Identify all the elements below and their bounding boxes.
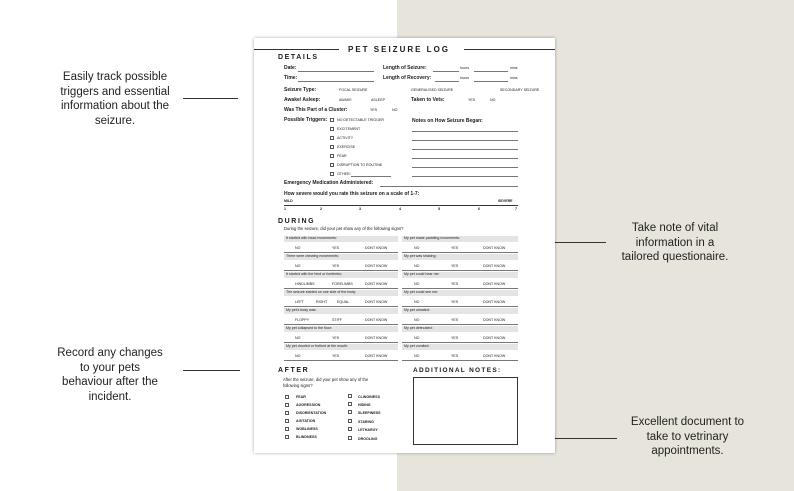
- after-option: WOBLINESS: [296, 427, 318, 431]
- callout-line: Excellent document to: [630, 416, 745, 428]
- cluster-yes-option[interactable]: YES: [370, 108, 378, 112]
- answer-option[interactable]: DONT KNOW: [483, 282, 506, 286]
- additional-notes-heading: ADDITIONAL NOTES:: [413, 367, 502, 374]
- during-question: There were chewing movements:: [286, 254, 339, 258]
- answer-option[interactable]: NO: [414, 282, 420, 286]
- severity-severe: SEVERE: [498, 199, 513, 203]
- after-checkbox[interactable]: [348, 427, 352, 431]
- callout-line: seizure.: [94, 114, 136, 127]
- answer-option[interactable]: DONT KNOW: [365, 246, 388, 250]
- callout-line: triggers and essential: [60, 85, 170, 98]
- answer-option[interactable]: YES: [332, 264, 340, 268]
- after-heading: AFTER: [278, 367, 310, 374]
- trigger-other-field[interactable]: [351, 176, 391, 177]
- answer-option[interactable]: YES: [332, 354, 340, 358]
- details-heading: DETAILS: [278, 54, 319, 61]
- time-label: Time:: [284, 75, 298, 81]
- after-checkbox[interactable]: [285, 411, 289, 415]
- after-checkbox[interactable]: [285, 395, 289, 399]
- answer-option[interactable]: DONT KNOW: [483, 354, 506, 358]
- seizure-type-option[interactable]: SECONDARY SEIZURE: [500, 88, 540, 92]
- title-rule-right: [464, 49, 555, 50]
- length-seizure-hours-field[interactable]: [433, 71, 459, 72]
- trigger-checkbox[interactable]: [330, 145, 334, 149]
- awake-option[interactable]: AWAKE: [339, 98, 352, 102]
- during-question: It started with the hind or forelimbs:: [286, 272, 342, 276]
- trigger-checkbox[interactable]: [330, 163, 334, 167]
- callout-line: to your pets: [79, 361, 141, 374]
- answer-option[interactable]: DONT KNOW: [365, 354, 388, 358]
- callout-line: incident.: [88, 390, 132, 403]
- answer-line: [402, 306, 518, 307]
- taken-vets-label: Taken to Vets:: [411, 97, 445, 103]
- answer-line: [284, 342, 398, 343]
- after-intro: After the seizure, did your pet show any of the: [283, 377, 369, 382]
- notes-line[interactable]: [412, 131, 518, 132]
- severity-question: How severe would you rate this seizure on a scale of 1-7:: [284, 191, 420, 197]
- notes-line[interactable]: [412, 158, 518, 159]
- during-heading: DURING: [278, 218, 316, 225]
- answer-option[interactable]: NO: [295, 246, 301, 250]
- during-question: My pet could hear me:: [404, 272, 440, 276]
- time-field[interactable]: [298, 81, 374, 82]
- callout-connector: [183, 98, 238, 99]
- answer-option[interactable]: NO: [295, 336, 301, 340]
- answer-option[interactable]: DONT KNOW: [365, 282, 388, 286]
- answer-line: [402, 360, 518, 361]
- answer-line: [402, 324, 518, 325]
- answer-option[interactable]: NO: [414, 336, 420, 340]
- answer-option[interactable]: YES: [332, 336, 340, 340]
- during-question: My pet urinated:: [404, 308, 430, 312]
- trigger-option: EXCITEMENT: [337, 127, 361, 131]
- answer-line: [402, 342, 518, 343]
- trigger-option: ACTIVITY: [337, 136, 354, 140]
- answer-option[interactable]: NO: [414, 354, 420, 358]
- during-question: My pet drooled or frothed at the mouth:: [286, 344, 349, 348]
- callout-line: tailored questionaire.: [621, 251, 729, 263]
- asleep-option[interactable]: ASLEEP: [371, 98, 385, 102]
- callout-behaviour: [45, 346, 175, 404]
- doc-title: PET SEIZURE LOG: [348, 45, 451, 54]
- date-field[interactable]: [298, 71, 374, 72]
- answer-line: [284, 306, 398, 307]
- during-question: My pet made paddling movements:: [404, 236, 460, 240]
- hours-unit: hours: [460, 66, 469, 70]
- severity-scale-line: [284, 205, 518, 206]
- notes-began-label: Notes on How Seizure Began:: [412, 118, 483, 124]
- after-option: CLINGINESS: [358, 395, 380, 399]
- callout-line: take to vetrinary: [646, 430, 729, 443]
- after-checkbox[interactable]: [348, 402, 352, 406]
- trigger-checkbox[interactable]: [330, 172, 334, 176]
- length-recovery-label: Length of Recovery:: [383, 75, 432, 81]
- callout-triggers: [50, 70, 180, 128]
- date-label: Date:: [284, 65, 297, 71]
- length-recovery-hours-field[interactable]: [435, 81, 459, 82]
- scale-number[interactable]: 5: [438, 207, 440, 211]
- answer-option[interactable]: YES: [451, 264, 459, 268]
- answer-option[interactable]: DONT KNOW: [365, 318, 388, 322]
- answer-option[interactable]: DONT KNOW: [483, 336, 506, 340]
- after-option: AGGRESSION: [296, 403, 321, 407]
- answer-option[interactable]: YES: [451, 354, 459, 358]
- length-seizure-label: Length of Seizure:: [383, 65, 427, 71]
- seizure-type-label: Seizure Type:: [284, 87, 317, 93]
- scale-number[interactable]: 1: [284, 207, 286, 211]
- trigger-option: FEAR: [337, 154, 347, 158]
- answer-line: [402, 252, 518, 253]
- trigger-option: EXERCISE: [337, 145, 356, 149]
- answer-option[interactable]: YES: [451, 318, 459, 322]
- during-question: It started with head movements:: [286, 236, 337, 240]
- after-checkbox[interactable]: [348, 410, 352, 414]
- scale-number[interactable]: 7: [515, 207, 517, 211]
- answer-option[interactable]: DONT KNOW: [483, 264, 506, 268]
- answer-line: [402, 270, 518, 271]
- after-checkbox[interactable]: [348, 394, 352, 398]
- trigger-checkbox[interactable]: [330, 154, 334, 158]
- callout-line: information about the: [60, 100, 170, 112]
- callout-line: information in a: [635, 236, 715, 249]
- cluster-label: Was This Part of a Cluster:: [284, 107, 348, 113]
- answer-option[interactable]: DONT KNOW: [483, 300, 506, 304]
- during-question: My pet could see me:: [404, 290, 439, 294]
- during-question: My pet was shaking:: [404, 254, 437, 258]
- callout-line: behaviour after the: [62, 376, 158, 388]
- hours-unit: hours: [460, 76, 469, 80]
- callout-line: appointments.: [651, 445, 724, 457]
- trigger-checkbox[interactable]: [330, 118, 334, 122]
- answer-option[interactable]: DONT KNOW: [365, 336, 388, 340]
- answer-option[interactable]: RIGHT: [316, 300, 328, 304]
- notes-line[interactable]: [412, 167, 518, 168]
- vets-yes-option[interactable]: YES: [468, 98, 476, 102]
- seizure-type-option[interactable]: FOCAL SEIZURE: [339, 88, 368, 92]
- after-intro: following signs?: [283, 383, 313, 388]
- after-option: DROOLING: [358, 437, 378, 441]
- callout-line: Take note of vital: [631, 222, 719, 234]
- after-option: BLINDNESS: [296, 435, 317, 439]
- additional-notes-box[interactable]: [413, 377, 518, 445]
- callout-line: Easily track possible: [62, 71, 168, 83]
- title-rule-left: [254, 49, 339, 50]
- after-checkbox[interactable]: [285, 403, 289, 407]
- cluster-no-option[interactable]: NO: [392, 108, 398, 112]
- answer-option[interactable]: YES: [451, 300, 459, 304]
- callout-line: Record any changes: [57, 347, 163, 359]
- trigger-option: DISRUPTION TO ROUTINE: [337, 163, 383, 167]
- answer-option[interactable]: YES: [451, 282, 459, 286]
- answer-line: [284, 288, 398, 289]
- triggers-label: Possible Triggers:: [284, 117, 328, 123]
- after-option: SLEEPINESS: [358, 411, 381, 415]
- answer-line: [284, 360, 398, 361]
- scale-number[interactable]: 3: [359, 207, 361, 211]
- answer-option[interactable]: DONT KNOW: [365, 264, 388, 268]
- trigger-option: OTHER:: [337, 172, 351, 176]
- during-question: The seizure started on one side of the body:: [286, 290, 357, 294]
- answer-option[interactable]: NO: [414, 300, 420, 304]
- after-option: DISORIENTATION: [296, 411, 327, 415]
- during-question: My pet vomited:: [404, 344, 430, 348]
- answer-option[interactable]: NO: [295, 354, 301, 358]
- severity-mild: MILD: [284, 199, 293, 203]
- after-checkbox[interactable]: [285, 419, 289, 423]
- answer-option[interactable]: STIFF: [332, 318, 342, 322]
- after-checkbox[interactable]: [348, 436, 352, 440]
- seizure-log-document: [254, 38, 555, 453]
- callout-appointments: [620, 415, 755, 459]
- callout-questionnaire: [610, 221, 740, 265]
- length-seizure-mins-field[interactable]: [474, 71, 508, 72]
- answer-line: [284, 252, 398, 253]
- trigger-option: NO DETECTABLE TRIGGER: [337, 118, 384, 122]
- notes-line[interactable]: [412, 176, 518, 177]
- during-question: My pet defecated:: [404, 326, 433, 330]
- answer-line: [284, 324, 398, 325]
- emergency-label: Emergency Medication Administered:: [284, 180, 374, 186]
- after-checkbox[interactable]: [285, 427, 289, 431]
- answer-option[interactable]: NO: [414, 246, 420, 250]
- answer-option[interactable]: LEFT: [295, 300, 304, 304]
- after-checkbox[interactable]: [285, 435, 289, 439]
- mins-unit: mins: [510, 66, 518, 70]
- answer-option[interactable]: HINDLIMBS: [295, 282, 315, 286]
- answer-option[interactable]: YES: [451, 246, 459, 250]
- awake-asleep-label: Awake/ Asleep:: [284, 97, 321, 103]
- answer-option[interactable]: EQUAL: [337, 300, 350, 304]
- trigger-checkbox[interactable]: [330, 127, 334, 131]
- notes-line[interactable]: [412, 140, 518, 141]
- after-option: HIDING: [358, 403, 371, 407]
- emergency-field[interactable]: [380, 186, 518, 187]
- length-recovery-mins-field[interactable]: [474, 81, 508, 82]
- after-option: AGITATION: [296, 419, 316, 423]
- scale-number[interactable]: 6: [478, 207, 480, 211]
- vets-no-option[interactable]: NO: [490, 98, 496, 102]
- answer-line: [284, 270, 398, 271]
- answer-option[interactable]: YES: [451, 336, 459, 340]
- notes-line[interactable]: [412, 149, 518, 150]
- scale-number[interactable]: 4: [399, 207, 401, 211]
- answer-option[interactable]: DONT KNOW: [483, 246, 506, 250]
- answer-option[interactable]: DONT KNOW: [365, 300, 388, 304]
- during-intro: During the seizure, did your pet show any of the following signs?: [284, 226, 404, 231]
- answer-option[interactable]: DONT KNOW: [483, 318, 506, 322]
- answer-option[interactable]: YES: [332, 246, 340, 250]
- answer-option[interactable]: FORELIMBS: [332, 282, 353, 286]
- after-option: STARING: [358, 420, 374, 424]
- trigger-checkbox[interactable]: [330, 136, 334, 140]
- answer-option[interactable]: NO: [414, 318, 420, 322]
- during-question: My pet's body was:: [286, 308, 317, 312]
- scale-number[interactable]: 2: [320, 207, 322, 211]
- after-option: LETHARGY: [358, 428, 378, 432]
- callout-connector: [183, 370, 240, 371]
- during-question: My pet collapsed to the floor:: [286, 326, 332, 330]
- after-option: FEAR: [296, 395, 306, 399]
- mins-unit: mins: [510, 76, 518, 80]
- seizure-type-option[interactable]: GENERALISED SEIZURE: [411, 88, 454, 92]
- after-checkbox[interactable]: [348, 419, 352, 423]
- answer-option[interactable]: NO: [414, 264, 420, 268]
- answer-option[interactable]: FLOPPY: [295, 318, 310, 322]
- answer-line: [402, 288, 518, 289]
- answer-option[interactable]: NO: [295, 264, 301, 268]
